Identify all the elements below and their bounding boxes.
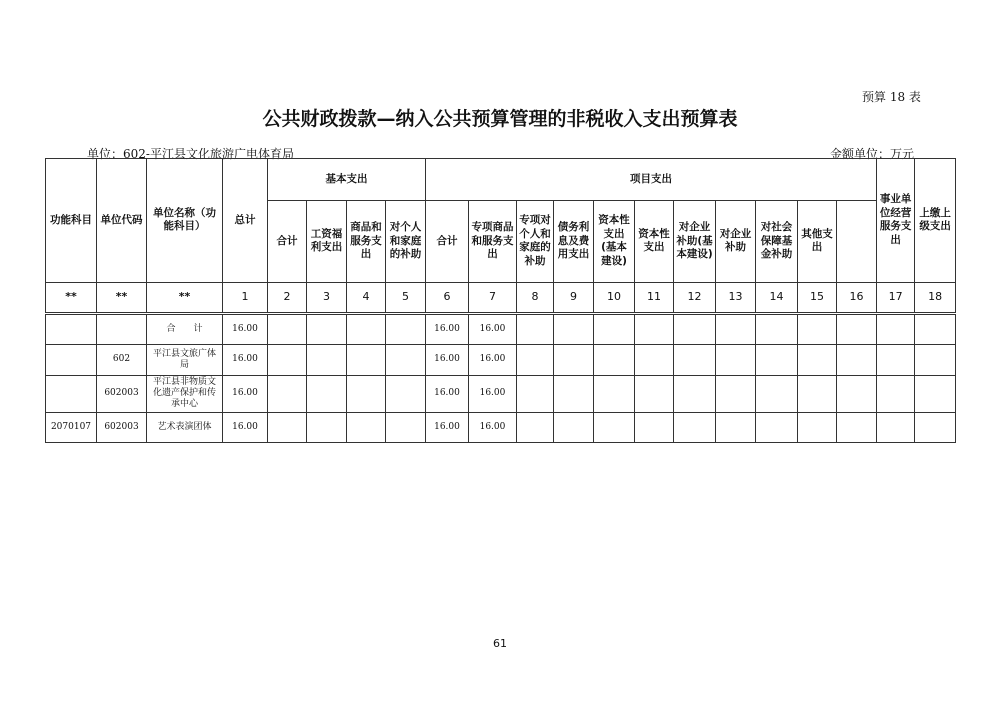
col-upper: 上缴上级支出 xyxy=(915,159,956,283)
col-func-subject: 功能科目 xyxy=(46,159,97,283)
col-proj-social: 对社会保障基金补助 xyxy=(756,201,798,283)
cell-empty xyxy=(386,412,426,442)
index-cell: 7 xyxy=(469,282,517,312)
cell-proj-goods: 16.00 xyxy=(469,375,517,412)
cell-proj-total: 16.00 xyxy=(426,412,469,442)
col-basic-total: 合计 xyxy=(268,201,307,283)
cell-empty xyxy=(674,375,716,412)
cell-empty xyxy=(594,344,635,375)
cell-proj-total: 16.00 xyxy=(426,344,469,375)
cell-empty xyxy=(554,314,594,344)
cell-empty xyxy=(307,344,347,375)
cell-empty xyxy=(756,314,798,344)
col-basic-goods: 商品和服务支出 xyxy=(347,201,386,283)
cell-proj-goods: 16.00 xyxy=(469,412,517,442)
cell-empty xyxy=(268,314,307,344)
cell-empty xyxy=(268,344,307,375)
cell-proj-goods: 16.00 xyxy=(469,344,517,375)
cell-empty xyxy=(347,314,386,344)
cell-empty xyxy=(307,412,347,442)
col-proj-debt: 债务利息及费用支出 xyxy=(554,201,594,283)
cell-empty xyxy=(798,412,837,442)
cell-empty xyxy=(837,375,877,412)
page-number: 61 xyxy=(493,637,507,650)
table-row xyxy=(46,314,956,344)
cell-empty xyxy=(594,375,635,412)
cell-empty xyxy=(716,344,756,375)
cell-code: 602003 xyxy=(97,375,147,412)
cell-empty xyxy=(517,314,554,344)
cell-empty xyxy=(837,412,877,442)
cell-empty xyxy=(517,375,554,412)
cell-empty xyxy=(554,412,594,442)
cell-empty xyxy=(877,375,915,412)
group-project: 项目支出 xyxy=(426,159,877,201)
form-number: 预算 18 表 xyxy=(862,90,921,104)
cell-empty xyxy=(716,314,756,344)
cell-empty xyxy=(915,314,956,344)
cell-empty xyxy=(268,412,307,442)
cell-empty xyxy=(674,412,716,442)
index-cell: 16 xyxy=(837,282,877,312)
table-row xyxy=(46,412,956,442)
index-cell: 14 xyxy=(756,282,798,312)
col-biz-unit: 事业单位经营服务支出 xyxy=(877,159,915,283)
cell-empty xyxy=(347,375,386,412)
cell-empty xyxy=(877,314,915,344)
cell-empty xyxy=(756,412,798,442)
group-basic: 基本支出 xyxy=(268,159,426,201)
index-cell: ** xyxy=(147,282,223,312)
col-proj-other: 其他支出 xyxy=(798,201,837,283)
cell-func xyxy=(46,344,97,375)
col-unit-name: 单位名称（功能科目） xyxy=(147,159,223,283)
cell-empty xyxy=(798,314,837,344)
cell-empty xyxy=(674,314,716,344)
index-cell: 18 xyxy=(915,282,956,312)
cell-code xyxy=(97,314,147,344)
cell-empty xyxy=(347,344,386,375)
cell-empty xyxy=(837,344,877,375)
cell-empty xyxy=(517,344,554,375)
amount-unit-label: 金额单位：万元 xyxy=(830,147,915,161)
table-row xyxy=(46,375,956,412)
cell-name: 平江县文旅广体局 xyxy=(147,344,223,375)
cell-empty xyxy=(347,412,386,442)
col-proj-ent-build: 对企业补助(基本建设) xyxy=(674,201,716,283)
cell-proj-total: 16.00 xyxy=(426,375,469,412)
cell-empty xyxy=(307,375,347,412)
col-basic-wage: 工资福利支出 xyxy=(307,201,347,283)
cell-empty xyxy=(756,344,798,375)
index-cell: 1 xyxy=(223,282,268,312)
col-total: 总计 xyxy=(223,159,268,283)
cell-total: 16.00 xyxy=(223,375,268,412)
cell-empty xyxy=(716,375,756,412)
cell-empty xyxy=(877,344,915,375)
index-cell: 11 xyxy=(635,282,674,312)
cell-empty xyxy=(594,412,635,442)
cell-total: 16.00 xyxy=(223,344,268,375)
cell-code: 602 xyxy=(97,344,147,375)
cell-empty xyxy=(915,375,956,412)
cell-empty xyxy=(674,344,716,375)
index-cell: 3 xyxy=(307,282,347,312)
index-cell: 13 xyxy=(716,282,756,312)
index-cell: 4 xyxy=(347,282,386,312)
cell-empty xyxy=(915,412,956,442)
index-cell: 6 xyxy=(426,282,469,312)
cell-empty xyxy=(877,412,915,442)
cell-empty xyxy=(756,375,798,412)
index-cell: 10 xyxy=(594,282,635,312)
index-cell: 8 xyxy=(517,282,554,312)
header-row-groups xyxy=(46,159,956,201)
index-cell: ** xyxy=(46,282,97,312)
col-proj-ent: 对企业补助 xyxy=(716,201,756,283)
index-cell: 9 xyxy=(554,282,594,312)
cell-proj-total: 16.00 xyxy=(426,314,469,344)
index-cell: 17 xyxy=(877,282,915,312)
col-unit-code: 单位代码 xyxy=(97,159,147,283)
cell-empty xyxy=(798,344,837,375)
cell-empty xyxy=(386,314,426,344)
cell-func xyxy=(46,375,97,412)
cell-name: 艺术表演团体 xyxy=(147,412,223,442)
col-proj-capital-build: 资本性支出(基本建设) xyxy=(594,201,635,283)
cell-code: 602003 xyxy=(97,412,147,442)
unit-label: 单位：602-平江县文化旅游广电体育局 xyxy=(87,147,294,161)
col-proj-capital: 资本性支出 xyxy=(635,201,674,283)
cell-empty xyxy=(307,314,347,344)
cell-empty xyxy=(837,314,877,344)
cell-func xyxy=(46,314,97,344)
cell-empty xyxy=(635,344,674,375)
page-title: 公共财政拨款—纳入公共预算管理的非税收入支出预算表 xyxy=(262,108,738,130)
index-cell: 15 xyxy=(798,282,837,312)
index-cell: 5 xyxy=(386,282,426,312)
cell-empty xyxy=(517,412,554,442)
cell-empty xyxy=(915,344,956,375)
table-row xyxy=(46,344,956,375)
cell-empty xyxy=(635,412,674,442)
index-cell: ** xyxy=(97,282,147,312)
cell-name: 平江县非物质文化遗产保护和传承中心 xyxy=(147,375,223,412)
col-proj-goods: 专项商品和服务支出 xyxy=(469,201,517,283)
cell-empty xyxy=(268,375,307,412)
index-cell: 2 xyxy=(268,282,307,312)
cell-empty xyxy=(798,375,837,412)
cell-empty xyxy=(386,375,426,412)
cell-empty xyxy=(386,344,426,375)
cell-proj-goods: 16.00 xyxy=(469,314,517,344)
cell-empty xyxy=(554,344,594,375)
cell-name: 合 计 xyxy=(147,314,223,344)
cell-empty xyxy=(716,412,756,442)
cell-empty xyxy=(635,314,674,344)
budget-table xyxy=(45,158,956,443)
cell-empty xyxy=(594,314,635,344)
cell-empty xyxy=(635,375,674,412)
col-basic-subsidy: 对个人和家庭的补助 xyxy=(386,201,426,283)
col-proj-personal: 专项对个人和家庭的补助 xyxy=(517,201,554,283)
cell-total: 16.00 xyxy=(223,412,268,442)
cell-empty xyxy=(554,375,594,412)
cell-func: 2070107 xyxy=(46,412,97,442)
cell-total: 16.00 xyxy=(223,314,268,344)
index-cell: 12 xyxy=(674,282,716,312)
col-proj-total: 合计 xyxy=(426,201,469,283)
index-row xyxy=(46,282,956,312)
